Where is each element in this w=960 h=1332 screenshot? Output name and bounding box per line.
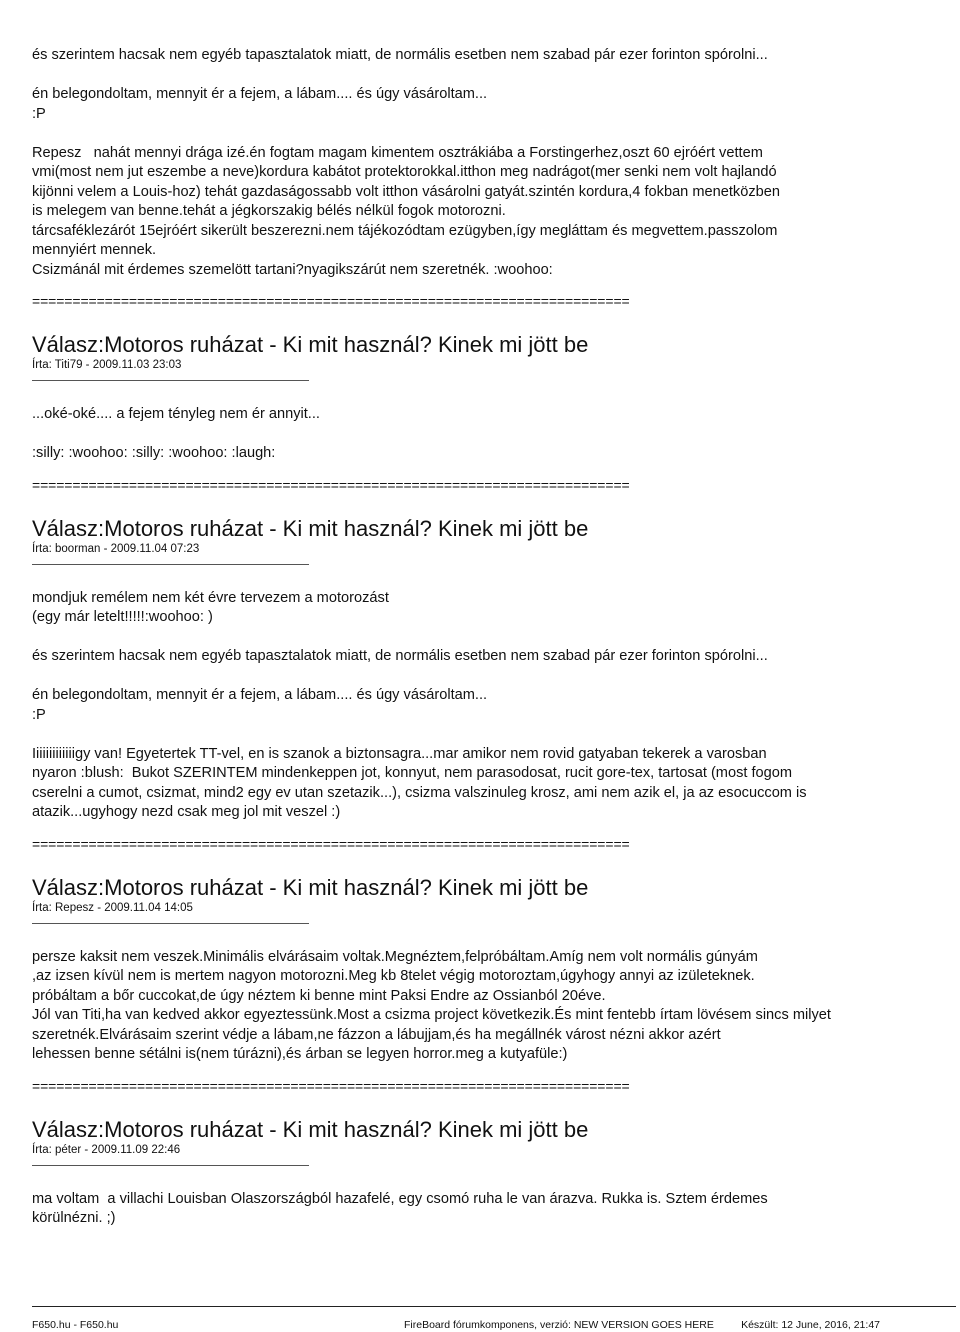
post-title: Válasz:Motoros ruházat - Ki mit használ? Kinek mi jött be: [32, 874, 589, 900]
post-meta: Írta: péter - 2009.11.09 22:46: [32, 1143, 181, 1156]
post-meta: Írta: boorman - 2009.11.04 07:23: [32, 542, 200, 555]
footer-site-name: F650.hu - F650.hu: [32, 1319, 119, 1331]
separator-line: ==========================================================================: [32, 476, 630, 493]
intro-paragraph: én belegondoltam, mennyit ér a fejem, a lábam.... és úgy vásároltam... :P: [32, 86, 488, 122]
separator-line: ==========================================================================: [32, 835, 630, 852]
intro-paragraph: Repesz nahát mennyi drága izé.én fogtam magam kimentem osztrákiába a Forstingerhez,oszt 60 ejróért vettem vmi(most nem jut eszembe a neve)kordura kabátot protektorokkal.itthon meg nadrágot(mer senki nem volt hajlandó kijönni velem a Louis-hoz) tehát gazdaságossabb volt itthon vásárolni gatyát.szintén kordura,4 fokban menetközben is melegem van benne.tehát a jégkorszakig bélés nélkül fogok motorozni. tárcsaféklezárót 15ejróért sikerült beszerezni.nem tájékozódtam ezügyben,így megláttam és megvettem.passzolom mennyiért mennek. Csizmánál mit érdemes szemelött tartani?nyagikszárút nem szeretnék. :woohoo:: [32, 144, 780, 278]
post-paragraph: ...oké-oké.... a fejem tényleg nem ér annyit...: [32, 406, 320, 422]
post-paragraph: :silly: :woohoo: :silly: :woohoo: :laugh:: [32, 445, 276, 461]
post-paragraph: Iiiiiiiiiiiiigy van! Egyetertek TT-vel, en is szanok a biztonsagra...mar amikor nem rovid gatyaban tekerek a varosban nyaron :blush: Bukot SZERINTEM mindenkeppen jot, konnyut, nem parasodosat, rucit gore-tex, tartosat (most fogom cserelni a cumot, csizmat, mind2 egy ev utan szetazik...), csizma valszinuleg krosz, ami nem azik el, ja az esocuccom is atazik...ugyhogy nezd csak meg jol mit veszel :): [32, 745, 807, 820]
page-footer: [32, 1306, 956, 1330]
post-paragraph: persze kaksit nem veszek.Minimális elvárásaim voltak.Megnéztem,felpróbáltam.Amíg nem volt normális gúnyám ,az izsen kívül nem is mertem nagyon motorozni.Meg kb 8telet végig motoroztam,úgyhogy annyi az izületeknek. próbáltam a bőr cuccokat,de úgy néztem ki benne mint Paksi Endre az Ossianból 20éve. Jól van Titi,ha van kedved akkor egyeztessünk.Most a csizma project következik.És mint fentebb írtam lövésem sincs milyet szeretnék.Elvárásaim szerint védje a lábam,ne fázzon a lábujjam,és ha megállnék várost nézni akkor azért lehessen benne sétálni is(nem túrázni),és árban se legyen horror.meg a kutyafüle:): [32, 948, 831, 1062]
intro-paragraph: és szerintem hacsak nem egyéb tapasztalatok miatt, de normális esetben nem szabad pár ezer forinton spórolni...: [32, 47, 768, 63]
post-title: Válasz:Motoros ruházat - Ki mit használ? Kinek mi jött be: [32, 1116, 589, 1142]
footer-generated-date: Készült: 12 June, 2016, 21:47: [741, 1319, 880, 1331]
post-title: Válasz:Motoros ruházat - Ki mit használ? Kinek mi jött be: [32, 332, 589, 357]
post: [32, 1117, 956, 1229]
post-paragraph: és szerintem hacsak nem egyéb tapasztalatok miatt, de normális esetben nem szabad pár ezer forinton spórolni...: [32, 648, 768, 664]
post: [32, 875, 956, 1095]
post: [32, 332, 956, 494]
footer-component-info: FireBoard fórumkomponens, verzió: NEW VERSION GOES HERE: [404, 1319, 714, 1331]
post-title: Válasz:Motoros ruházat - Ki mit használ? Kinek mi jött be: [32, 515, 589, 541]
post-paragraph: én belegondoltam, mennyit ér a fejem, a lábam.... és úgy vásároltam... :P: [32, 687, 488, 723]
document-body: [32, 46, 956, 1229]
post-meta: Írta: Titi79 - 2009.11.03 23:03: [32, 359, 182, 371]
footer-divider: [32, 1306, 956, 1307]
separator-line: ==========================================================================: [32, 293, 630, 309]
separator-line: ==========================================================================: [32, 1077, 630, 1094]
post-paragraph: ma voltam a villachi Louisban Olaszországból hazafelé, egy csomó ruha le van árazva. Rukka is. Sztem érdemes körülnézni. ;): [32, 1190, 768, 1226]
post-meta: Írta: Repesz - 2009.11.04 14:05: [32, 901, 193, 914]
post: [32, 516, 956, 853]
post-paragraph: mondjuk remélem nem két évre tervezem a motorozást (egy már letelt!!!!!:woohoo: ): [32, 589, 389, 625]
